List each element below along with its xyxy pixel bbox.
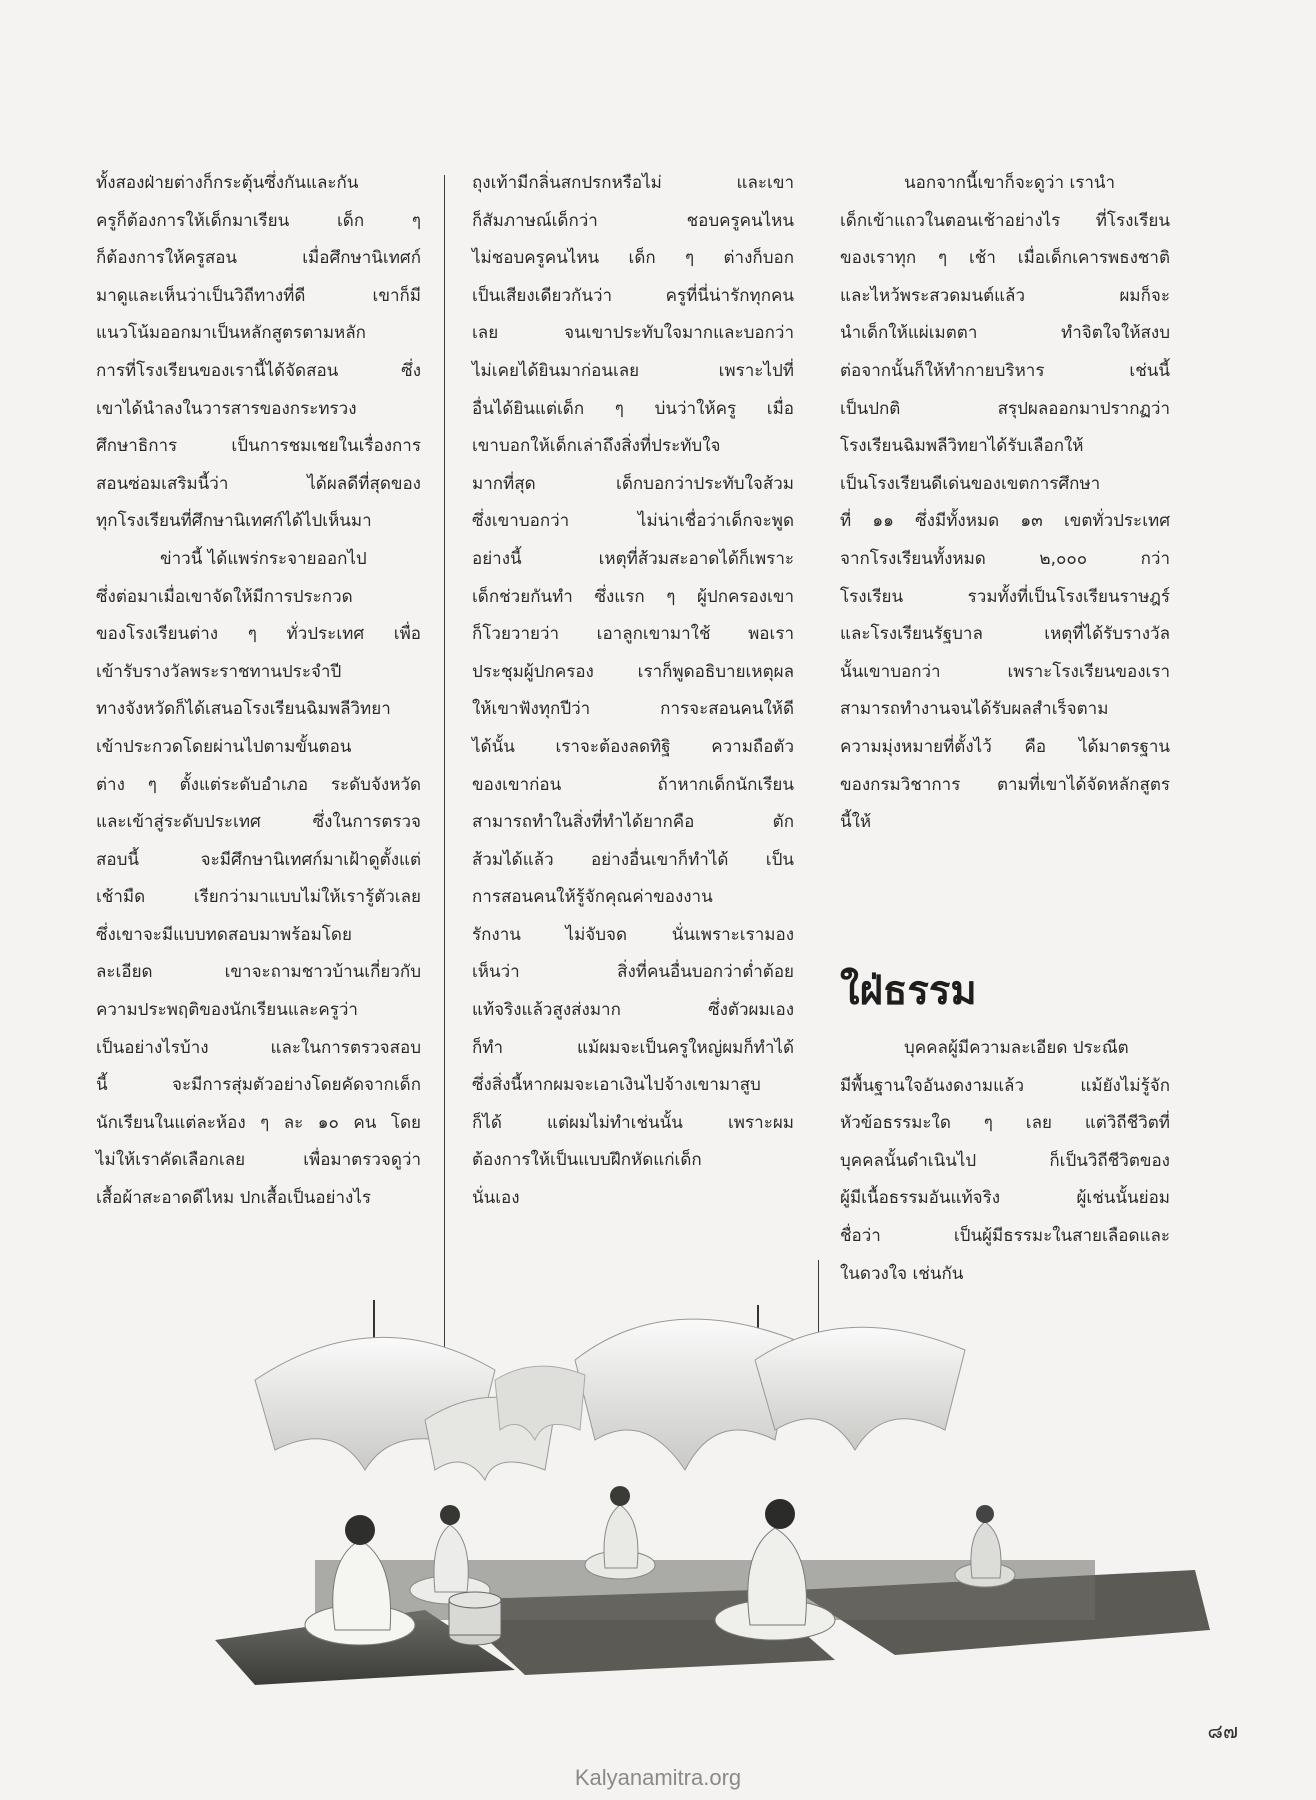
text-line: เป็นเสียงเดียวกันว่า ครูที่นี่น่ารักทุกคน <box>472 285 794 306</box>
text-line: ซึ่งสิ่งนี้หากผมจะเอาเงินไปจ้างเขามาสูบ <box>472 1075 761 1096</box>
text-line: ได้นั้น เราจะต้องลดทิฐิ ความถือตัว <box>472 736 794 757</box>
text-line: ไม่ให้เราคัดเลือกเลย เพื่อมาตรวจดูว่า <box>96 1150 421 1171</box>
photo-meditators-under-umbrellas <box>195 1300 1215 1690</box>
text-line: ในดวงใจ เช่นกัน <box>840 1263 964 1284</box>
column-divider <box>444 175 445 1355</box>
text-line: อย่างนี้ เหตุที่ส้วมสะอาดได้ก็เพราะ <box>472 548 794 569</box>
text-line: ส้วมได้แล้ว อย่างอื่นเขาก็ทำได้ เป็น <box>472 849 794 870</box>
text-line: นี้ให้ <box>840 812 872 833</box>
text-line: ของเราทุก ๆ เช้า เมื่อเด็กเคารพธงชาติ <box>840 248 1170 269</box>
text-line: เด็กช่วยกันทำ ซึ่งแรก ๆ ผู้ปกครองเขา <box>472 586 794 607</box>
text-line: ก็ต้องการให้ครูสอน เมื่อศึกษานิเทศก์ <box>96 248 421 269</box>
text-line: เลย จนเขาประทับใจมากและบอกว่า <box>472 323 794 344</box>
text-line: มีพื้นฐานใจอันงดงามแล้ว แม้ยังไม่รู้จัก <box>840 1075 1170 1096</box>
text-line: เป็นปกติ สรุปผลออกมาปรากฏว่า <box>840 398 1170 419</box>
text-line: ศึกษาธิการ เป็นการชมเชยในเรื่องการ <box>96 436 421 457</box>
text-line: ผู้มีเนื้อธรรมอันแท้จริง ผู้เช่นนั้นย่อม <box>840 1188 1170 1209</box>
text-line: ครูก็ต้องการให้เด็กมาเรียน เด็ก ๆ <box>96 210 421 231</box>
text-line: นำเด็กให้แผ่เมตตา ทำจิตใจให้สงบ <box>840 323 1170 344</box>
text-line: ก็โวยวายว่า เอาลูกเขามาใช้ พอเรา <box>472 624 794 645</box>
text-line: สอนซ่อมเสริมนี้ว่า ได้ผลดีที่สุดของ <box>96 473 421 494</box>
text-line: นอกจากนี้เขาก็จะดูว่า เรานำ <box>904 173 1116 193</box>
section-body <box>840 1030 1170 1293</box>
text-line: ทั้งสองฝ่ายต่างก็กระตุ้นซึ่งกันและกัน <box>96 173 359 193</box>
text-line: มาดูและเห็นว่าเป็นวิถีทางที่ดี เขาก็มี <box>96 285 421 306</box>
text-line: เขาได้นำลงในวารสารของกระทรวง <box>96 398 357 419</box>
text-line: จากโรงเรียนทั้งหมด ๒,๐๐๐ กว่า <box>840 548 1170 569</box>
text-line: เป็นอย่างไรบ้าง และในการตรวจสอบ <box>96 1037 421 1058</box>
text-line: ซึ่งต่อมาเมื่อเขาจัดให้มีการประกวด <box>96 586 353 607</box>
text-line: ความมุ่งหมายที่ตั้งไว้ คือ ได้มาตรฐาน <box>840 736 1170 757</box>
text-line: ถุงเท้ามีกลิ่นสกปรกหรือไม่ และเขา <box>472 173 794 193</box>
text-line: เขาบอกให้เด็กเล่าถึงสิ่งที่ประทับใจ <box>472 436 721 457</box>
text-line: การที่โรงเรียนของเรานี้ได้จัดสอน ซึ่ง <box>96 360 421 381</box>
text-line: เห็นว่า สิ่งที่คนอื่นบอกว่าต่ำต้อย <box>472 962 794 983</box>
text-line: ซึ่งเขาจะมีแบบทดสอบมาพร้อมโดย <box>96 924 352 945</box>
text-line: นี้ จะมีการสุ่มตัวอย่างโดยคัดจากเด็ก <box>96 1075 421 1096</box>
text-line: บุคคลนั้นดำเนินไป ก็เป็นวิถีชีวิตของ <box>840 1150 1170 1171</box>
text-line: ให้เขาฟังทุกปีว่า การจะสอนคนให้ดี <box>472 699 794 720</box>
text-line: โรงเรียน รวมทั้งที่เป็นโรงเรียนราษฎร์ <box>840 586 1170 607</box>
text-line: เด็กเข้าแถวในตอนเช้าอย่างไร ที่โรงเรียน <box>840 210 1170 231</box>
section-heading: ใฝ่ธรรม <box>840 968 977 1014</box>
text-line: ของเขาก่อน ถ้าหากเด็กนักเรียน <box>472 774 794 795</box>
text-line: เป็นโรงเรียนดีเด่นของเขตการศึกษา <box>840 473 1101 494</box>
text-line: ไม่เคยได้ยินมาก่อนเลย เพราะไปที่ <box>472 360 794 381</box>
text-line: แท้จริงแล้วสูงส่งมาก ซึ่งตัวผมเอง <box>472 1000 794 1021</box>
text-line: นั้นเขาบอกว่า เพราะโรงเรียนของเรา <box>840 661 1170 682</box>
text-line: สามารถทำงานจนได้รับผลสำเร็จตาม <box>840 699 1109 720</box>
text-line: เข้ารับรางวัลพระราชทานประจำปี <box>96 661 342 682</box>
text-line: ก็ทำ แม้ผมจะเป็นครูใหญ่ผมก็ทำได้ <box>472 1037 794 1058</box>
article-column-1 <box>96 165 421 1218</box>
text-line: ต้องการให้เป็นแบบฝึกหัดแก่เด็ก <box>472 1150 702 1171</box>
text-line: รักงาน ไม่จับจด นั่นเพราะเรามอง <box>472 924 794 945</box>
text-line: การสอนคนให้รู้จักคุณค่าของงาน <box>472 887 713 908</box>
text-line: โรงเรียนฉิมพลีวิทยาได้รับเลือกให้ <box>840 436 1084 457</box>
text-line: อื่นได้ยินแต่เด็ก ๆ บ่นว่าให้ครู เมื่อ <box>472 398 794 419</box>
article-column-2 <box>472 165 794 1218</box>
text-line: มากที่สุด เด็กบอกว่าประทับใจส้วม <box>472 473 794 494</box>
text-line: ต่อจากนั้นก็ให้ทำกายบริหาร เช่นนี้ <box>840 360 1170 381</box>
text-line: ต่าง ๆ ตั้งแต่ระดับอำเภอ ระดับจังหวัด <box>96 774 421 795</box>
text-line: และเข้าสู่ระดับประเทศ ซึ่งในการตรวจ <box>96 812 421 833</box>
text-line: นั่นเอง <box>472 1188 520 1209</box>
text-line: ก็สัมภาษณ์เด็กว่า ชอบครูคนไหน <box>472 210 794 231</box>
text-line: สามารถทำในสิ่งที่ทำได้ยากคือ ตัก <box>472 812 794 833</box>
text-line: ข่าวนี้ ได้แพร่กระจายออกไป <box>160 548 367 569</box>
text-line: ทุกโรงเรียนที่ศึกษานิเทศก์ได้ไปเห็นมา <box>96 511 372 532</box>
text-line: ของโรงเรียนต่าง ๆ ทั่วประเทศ เพื่อ <box>96 624 421 645</box>
footer-watermark: Kalyanamitra.org <box>574 1765 742 1790</box>
text-line: บุคคลผู้มีความละเอียด ประณีต <box>904 1038 1129 1058</box>
text-line: หัวข้อธรรมะใด ๆ เลย แต่วิถีชีวิตที่ <box>840 1113 1170 1134</box>
text-line: ของกรมวิชาการ ตามที่เขาได้จัดหลักสูตร <box>840 774 1170 795</box>
text-line: ละเอียด เขาจะถามชาวบ้านเกี่ยวกับ <box>96 962 421 983</box>
text-line: ซึ่งเขาบอกว่า ไม่น่าเชื่อว่าเด็กจะพูด <box>472 511 794 532</box>
text-line: ชื่อว่า เป็นผู้มีธรรมะในสายเลือดและ <box>840 1225 1170 1246</box>
text-line: นักเรียนในแต่ละห้อง ๆ ละ ๑๐ คน โดย <box>96 1112 421 1133</box>
text-line: และไหว้พระสวดมนต์แล้ว ผมก็จะ <box>840 285 1170 306</box>
text-line: เช้ามืด เรียกว่ามาแบบไม่ให้เรารู้ตัวเลย <box>96 887 421 908</box>
text-line: เข้าประกวดโดยผ่านไปตามขั้นตอน <box>96 736 352 757</box>
text-line: ทางจังหวัดก็ได้เสนอโรงเรียนฉิมพลีวิทยา <box>96 699 391 720</box>
text-line: ที่ ๑๑ ซึ่งมีทั้งหมด ๑๓ เขตทั่วประเทศ <box>840 511 1170 532</box>
text-line: ก็ได้ แต่ผมไม่ทำเช่นนั้น เพราะผม <box>472 1112 794 1133</box>
article-column-3 <box>840 165 1170 842</box>
page-number: ๘๗ <box>1207 1719 1238 1743</box>
text-line: ไม่ชอบครูคนไหน เด็ก ๆ ต่างก็บอก <box>472 248 794 269</box>
text-line: และโรงเรียนรัฐบาล เหตุที่ได้รับรางวัล <box>840 624 1170 645</box>
text-line: ความประพฤติของนักเรียนและครูว่า <box>96 1000 358 1021</box>
text-line: สอบนี้ จะมีศึกษานิเทศก์มาเฝ้าดูตั้งแต่ <box>96 849 421 870</box>
text-line: ประชุมผู้ปกครอง เราก็พูดอธิบายเหตุผล <box>472 661 794 682</box>
text-line: แนวโน้มออกมาเป็นหลักสูตรตามหลัก <box>96 323 366 344</box>
text-line: เสื้อผ้าสะอาดดีไหม ปกเสื้อเป็นอย่างไร <box>96 1188 372 1209</box>
